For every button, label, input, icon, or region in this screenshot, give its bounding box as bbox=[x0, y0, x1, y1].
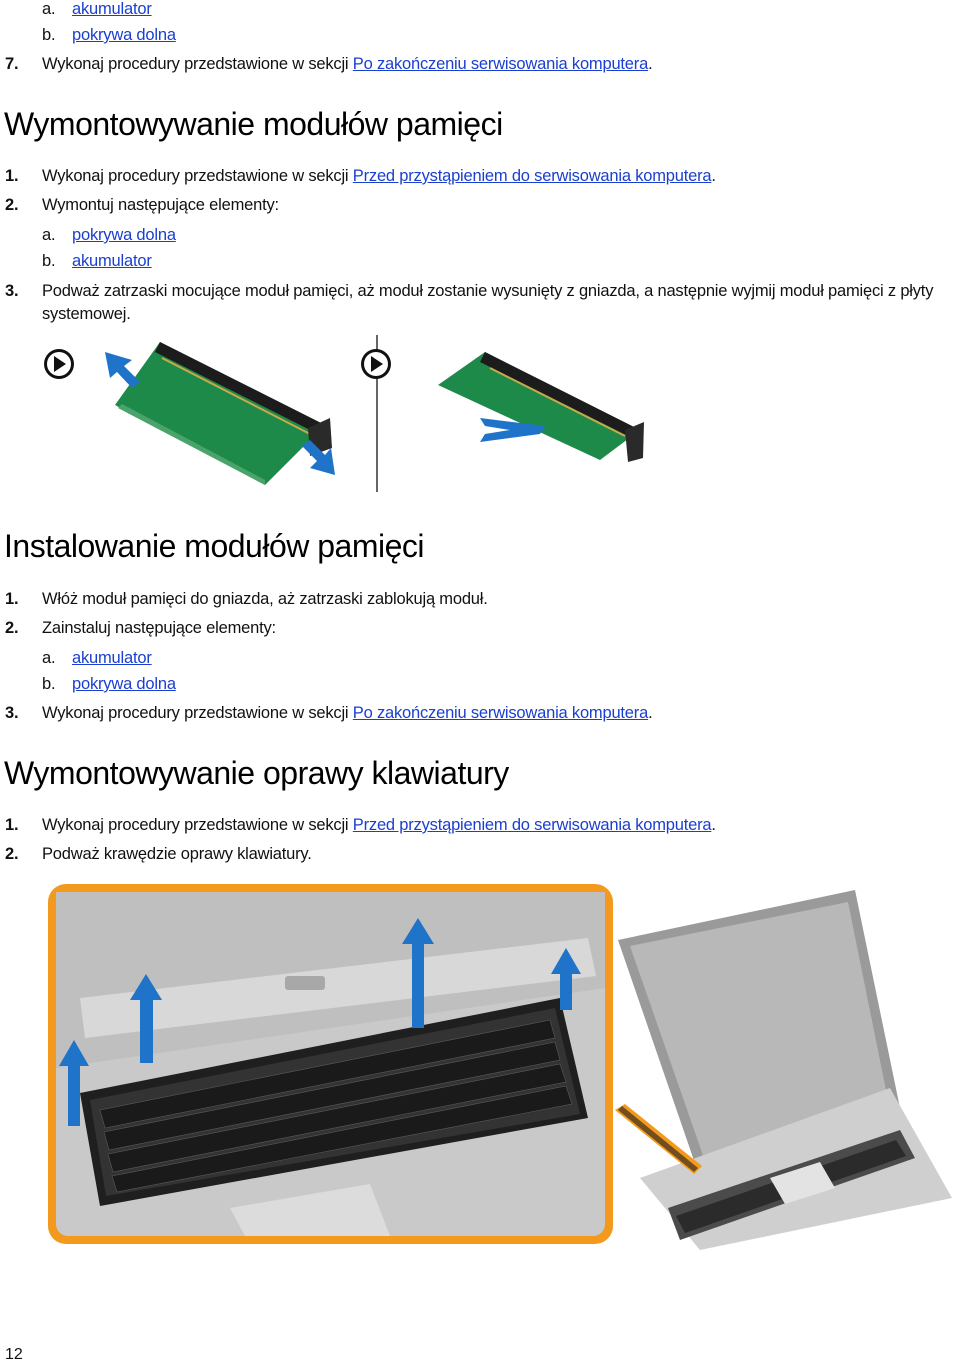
step-text: Włóż moduł pamięci do gniazda, aż zatrzaski zablokują moduł. bbox=[42, 590, 488, 608]
link-pokrywa-dolna[interactable]: pokrywa dolna bbox=[72, 226, 176, 244]
step-text-tail: . bbox=[648, 55, 653, 73]
memory-module-figure bbox=[40, 330, 680, 495]
step-number: 3. bbox=[5, 704, 19, 722]
list-marker: b. bbox=[42, 26, 56, 44]
link-akumulator[interactable]: akumulator bbox=[72, 252, 152, 270]
section-title-install-memory: Instalowanie modułów pamięci bbox=[4, 528, 424, 564]
list-marker: a. bbox=[42, 0, 56, 18]
step-number: 2. bbox=[5, 196, 19, 214]
step-text bbox=[42, 53, 652, 75]
step-text-body: Wykonaj procedury przedstawione w sekcji bbox=[42, 704, 353, 722]
play-icon bbox=[361, 349, 391, 379]
link-pokrywa-dolna[interactable]: pokrywa dolna bbox=[72, 26, 176, 44]
step-text: Podważ zatrzaski mocujące moduł pamięci, aż moduł zostanie wysunięty z gniazda, a następnie wyjmij moduł pamięci z płyty systemowej. bbox=[42, 282, 934, 323]
step-number: 1. bbox=[5, 816, 19, 834]
list-marker: b. bbox=[42, 252, 56, 270]
link-akumulator[interactable]: akumulator bbox=[72, 649, 152, 667]
step-text bbox=[42, 702, 652, 724]
step-text-body: Wykonaj procedury przedstawione w sekcji bbox=[42, 55, 353, 73]
step-number: 2. bbox=[5, 845, 19, 863]
step-number: 7. bbox=[5, 55, 19, 73]
dell-logo-icon bbox=[285, 976, 325, 990]
page-number: 12 bbox=[5, 1346, 23, 1363]
keyboard-trim-figure bbox=[40, 878, 955, 1253]
link-pokrywa-dolna[interactable]: pokrywa dolna bbox=[72, 675, 176, 693]
step-number: 2. bbox=[5, 619, 19, 637]
laptop-overview bbox=[618, 890, 952, 1250]
step-text-body: Wykonaj procedury przedstawione w sekcji bbox=[42, 167, 353, 185]
step-text: Zainstaluj następujące elementy: bbox=[42, 619, 276, 637]
step-text bbox=[42, 165, 716, 187]
step-text: Wymontuj następujące elementy: bbox=[42, 196, 279, 214]
step-text-tail: . bbox=[711, 816, 716, 834]
section-title-remove-keyboard-trim: Wymontowywanie oprawy klawiatury bbox=[4, 755, 509, 791]
step-number: 1. bbox=[5, 590, 19, 608]
link-before-service[interactable]: Przed przystąpieniem do serwisowania komputera bbox=[352, 167, 712, 185]
step-text bbox=[42, 814, 716, 836]
step-number: 1. bbox=[5, 167, 19, 185]
step-text: Podważ krawędzie oprawy klawiatury. bbox=[42, 845, 312, 863]
link-after-service[interactable]: Po zakończeniu serwisowania komputera bbox=[352, 704, 649, 722]
section-title-remove-memory: Wymontowywanie modułów pamięci bbox=[4, 106, 503, 142]
play-icon bbox=[44, 349, 74, 379]
step-text-body: Wykonaj procedury przedstawione w sekcji bbox=[42, 816, 353, 834]
step-number: 3. bbox=[5, 282, 19, 300]
link-before-service[interactable]: Przed przystąpieniem do serwisowania komputera bbox=[352, 816, 712, 834]
step-text-tail: . bbox=[711, 167, 716, 185]
link-after-service[interactable]: Po zakończeniu serwisowania komputera bbox=[352, 55, 649, 73]
list-marker: b. bbox=[42, 675, 56, 693]
list-marker: a. bbox=[42, 649, 56, 667]
link-akumulator[interactable]: akumulator bbox=[72, 0, 152, 18]
list-marker: a. bbox=[42, 226, 56, 244]
step-text-tail: . bbox=[648, 704, 653, 722]
